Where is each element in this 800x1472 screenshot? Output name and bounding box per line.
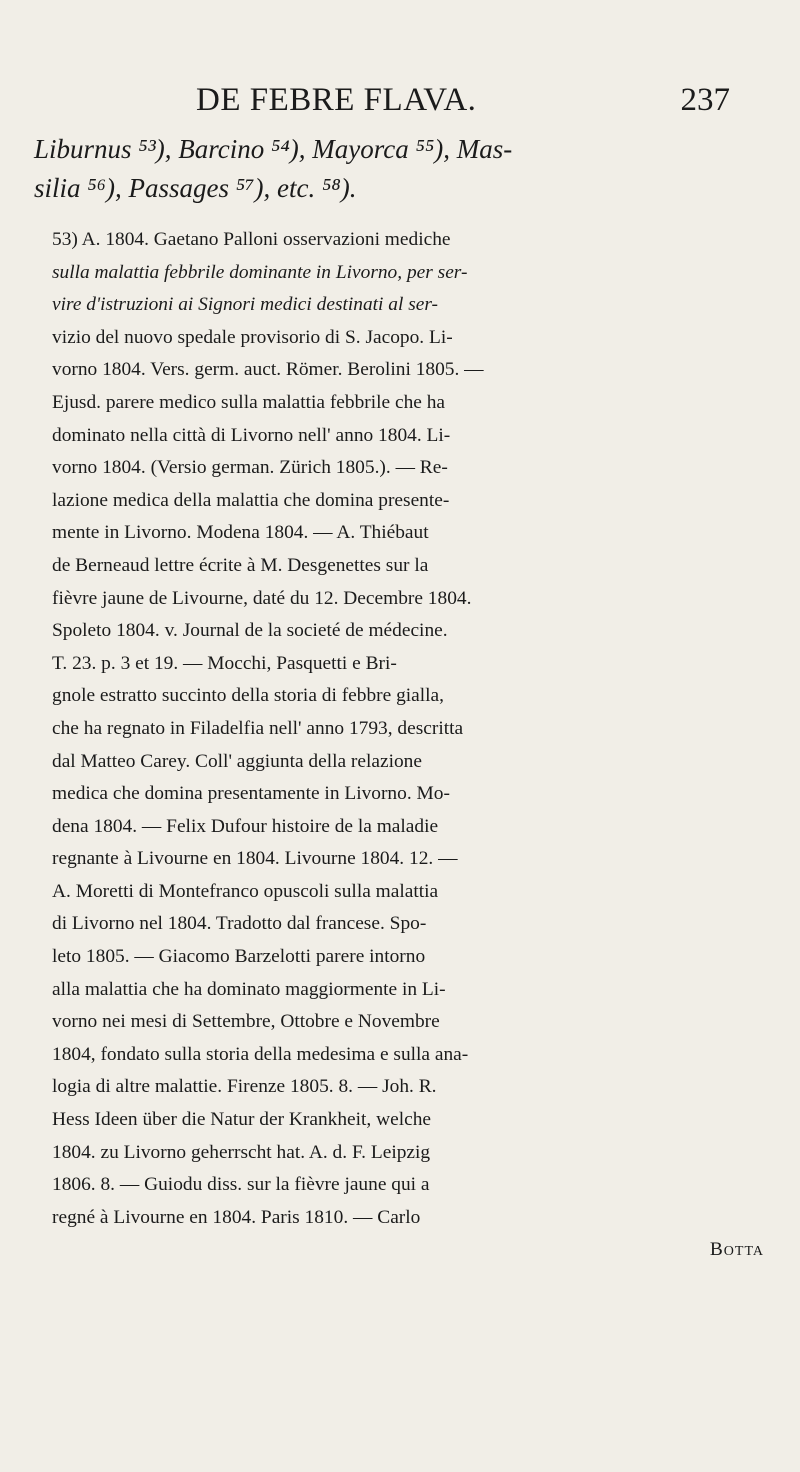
footnote-line: vorno 1804. (Versio german. Zürich 1805.). — Re- [52, 457, 448, 479]
footnote-line: fièvre jaune de Livourne, daté du 12. Decembre 1804. [52, 587, 472, 609]
footnote-line: vorno 1804. Vers. germ. auct. Römer. Berolini 1805. — [52, 359, 484, 381]
catchword: Botta [709, 1239, 764, 1261]
footnote-line: 1804, fondato sulla storia della medesima e sulla ana- [52, 1043, 469, 1065]
footnote-line: sulla malattia febbrile dominante in Livorno, per ser- [52, 261, 468, 283]
footnote-line: vire d'istruzioni ai Signori medici destinati al ser- [52, 294, 438, 316]
footnote-line: gnole estratto succinto della storia di febbre gialla, [52, 685, 444, 707]
footnote-line: vorno nei mesi di Settembre, Ottobre e Novembre [52, 1011, 440, 1033]
running-title: DE FEBRE FLAVA. [196, 82, 477, 118]
footnote-line: mente in Livorno. Modena 1804. — A. Thiébaut [52, 522, 429, 544]
footnote-line: Spoleto 1804. v. Journal de la societé de médecine. [52, 620, 448, 642]
footnote-line: che ha regnato in Filadelfia nell' anno 1793, descritta [52, 717, 464, 739]
footnote-line: dal Matteo Carey. Coll' aggiunta della relazione [52, 750, 422, 772]
footnote-line: Hess Ideen über die Natur der Krankheit, welche [52, 1109, 432, 1131]
footnote-53 [52, 224, 764, 1267]
footnote-line: logia di altre malattie. Firenze 1805. 8. — Joh. R. [52, 1076, 437, 1098]
footnote-line: vizio del nuovo spedale provisorio di S. Jacopo. Li- [52, 326, 453, 348]
footnote-line: 1806. 8. — Guiodu diss. sur la fièvre jaune qui a [52, 1174, 430, 1196]
footnote-line: medica che domina presentamente in Livorno. Mo- [52, 783, 450, 805]
footnote-line: T. 23. p. 3 et 19. — Mocchi, Pasquetti e Bri- [52, 652, 397, 674]
footnote-line: lazione medica della malattia che domina presente- [52, 489, 450, 511]
footnote-line: 1804. zu Livorno geherrscht hat. A. d. F. Leipzig [52, 1141, 431, 1163]
footnote-line: regnante à Livourne en 1804. Livourne 1804. 12. — [52, 848, 458, 870]
footnote-line: dominato nella città di Livorno nell' anno 1804. Li- [52, 424, 451, 446]
footnote-line: de Berneaud lettre écrite à M. Desgenettes sur la [52, 554, 429, 576]
text-line: Liburnus ⁵³), Barcino ⁵⁴), Mayorca ⁵⁵), Mas- [34, 134, 513, 164]
footnote-line: dena 1804. — Felix Dufour histoire de la maladie [52, 815, 439, 837]
footnote-line: leto 1805. — Giacomo Barzelotti parere intorno [52, 946, 426, 968]
page-number: 237 [680, 82, 730, 118]
footnote-line: 53) A. 1804. Gaetano Palloni osservazioni mediche [52, 229, 451, 250]
footnote-line: alla malattia che ha dominato maggiormente in Li- [52, 978, 446, 1000]
footnote-line: A. Moretti di Montefranco opuscoli sulla malattia [52, 880, 439, 902]
footnote-line: Ejusd. parere medico sulla malattia febbrile che ha [52, 391, 446, 413]
footnote-line: regné à Livourne en 1804. Paris 1810. — Carlo [52, 1206, 421, 1228]
footnote-line: di Livorno nel 1804. Tradotto dal francese. Spo- [52, 913, 427, 935]
page-header [0, 82, 800, 122]
text-line: silia ⁵⁶), Passages ⁵⁷), etc. ⁵⁸). [34, 173, 357, 203]
main-text [34, 130, 724, 208]
